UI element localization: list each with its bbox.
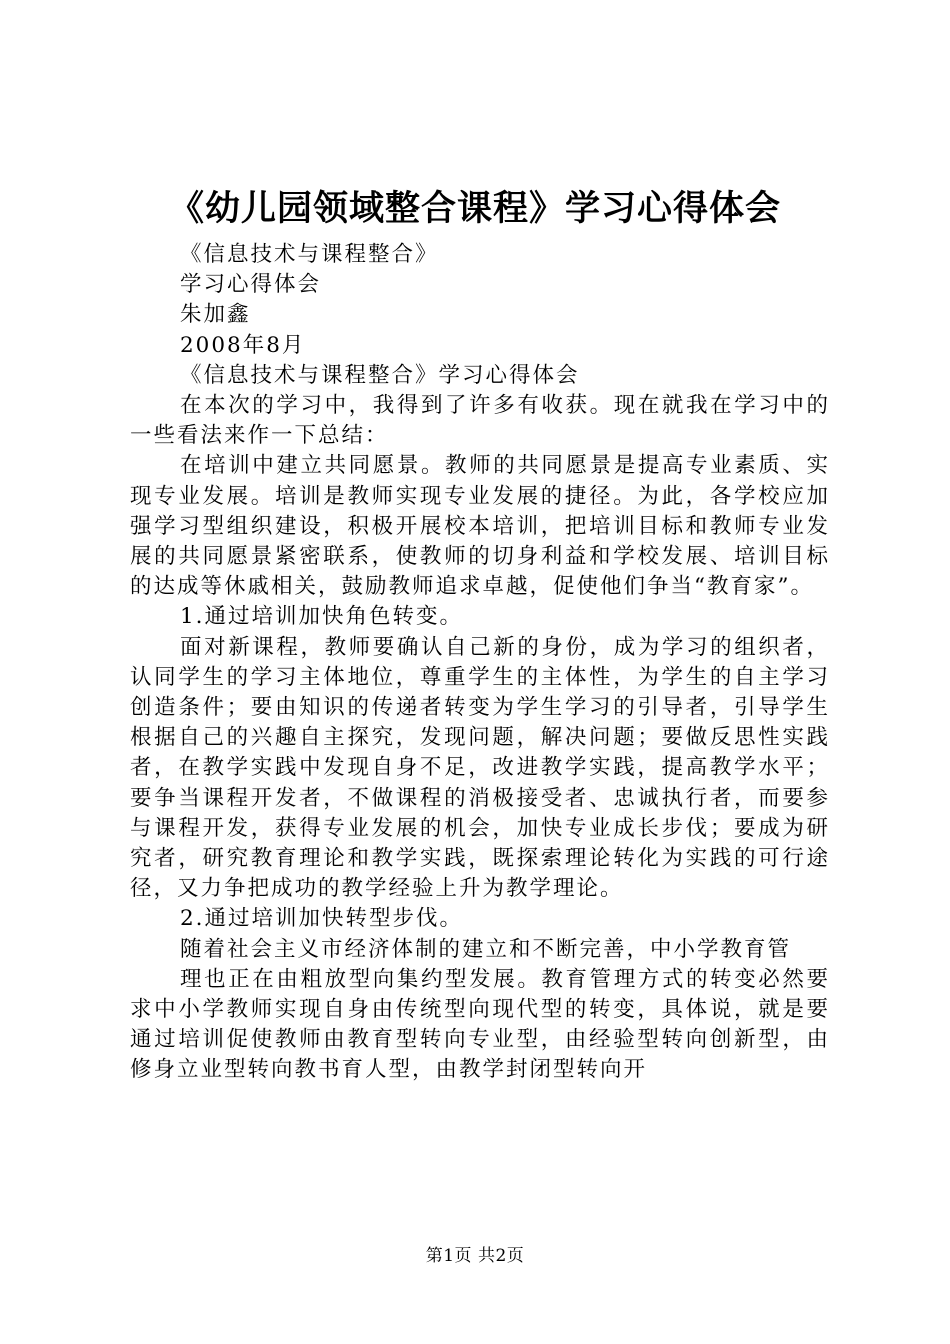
header-line-subtitle: 学习心得体会: [180, 272, 322, 298]
paragraph-management: 理也正在由粗放型向集约型发展。教育管理方式的转变必然要求中小学教师实现自身由传统型向现代型的转变，具体说，就是要通过培训促使教师由教育型转向专业型，由经验型转向创新型，由修身立业型转向教书育人型，由教学封闭型转向开: [130, 966, 830, 1083]
header-line-heading: 《信息技术与课程整合》学习心得体会: [180, 362, 580, 388]
header-line-course: 《信息技术与课程整合》: [180, 242, 439, 267]
header-line-date: 2008年8月: [180, 332, 306, 358]
paragraph-role: 面对新课程，教师要确认自己新的身份，成为学习的组织者，认同学生的学习主体地位，尊重学生的主体性，为学生的自主学习创造条件；要由知识的传递者转变为学生学习的引导者，引导学生根据自己的兴趣自主探究，发现问题，解决问题；要做反思性实践者，在教学实践中发现自身不足，改进教学实践，提高教学水平；要争当课程开发者，不做课程的消极接受者、忠诚执行者，而要参与课程开发，获得专业发展的机会，加快专业成长步伐；要成为研究者，研究教育理论和教学实践，既探索理论转化为实践的可行途径，又力争把成功的教学经验上升为教学理论。: [130, 634, 830, 902]
paragraph-intro: 在本次的学习中，我得到了许多有收获。现在就我在学习中的一些看法来作一下总结：: [130, 393, 830, 449]
section-heading-transition: 2.通过培训加快转型步伐。: [180, 906, 464, 932]
page-number-footer: 第1页 共2页: [425, 1246, 525, 1266]
document-body: [130, 240, 830, 1086]
document-title: 《幼儿园领域整合课程》学习心得体会: [168, 188, 781, 229]
header-line-author: 朱加鑫: [180, 302, 251, 328]
paragraph-vision: 在培训中建立共同愿景。教师的共同愿景是提高专业素质、实现专业发展。培训是教师实现专业发展的捷径。为此，各学校应加强学习型组织建设，积极开展校本培训，把培训目标和教师专业发展的共同愿景紧密联系，使教师的切身利益和学校发展、培训目标的达成等休戚相关，鼓励教师追求卓越，促使他们争当“教育家”。: [130, 453, 830, 600]
paragraph-economy: 随着社会主义市经济体制的建立和不断完善，中小学教育管: [180, 936, 792, 962]
section-heading-role: 1.通过培训加快角色转变。: [180, 604, 464, 630]
